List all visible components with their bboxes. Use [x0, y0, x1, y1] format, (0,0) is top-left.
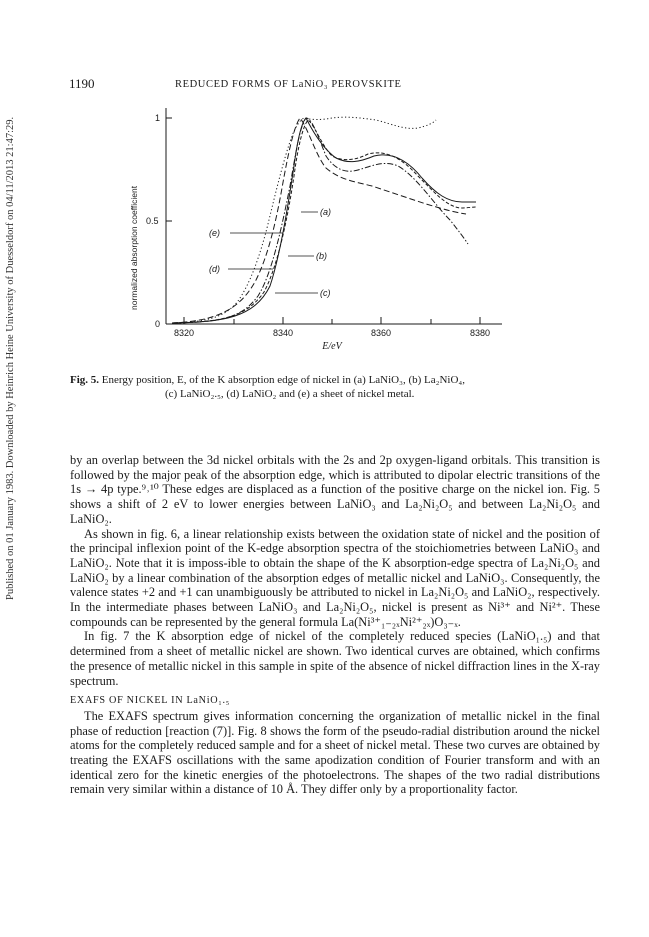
x-tick-8340: 8340 — [272, 328, 294, 338]
download-notice: Published on 01 January 1983. Downloaded by Heinrich Heine University of Duesseldorf on 04/11/2013 21:47:29. — [5, 116, 16, 600]
page-number: 1190 — [69, 76, 95, 91]
curve-label-c: (c) — [320, 288, 331, 298]
body-text — [70, 453, 600, 797]
label-leaders — [228, 212, 318, 293]
section-paragraph: The EXAFS spectrum gives information concerning the organization of metallic nickel in the final phase of reduction [reaction (7)]. Fig. 8 shows the form of the pseudo-radial distribution around the nickel atoms for the completely reduced sample and for a sheet of nickel metal. These two curves are obtained by treating the EXAFS oscillations with the same apodization condition of Fourier transform and with an identical zero for the kinetic energies of the photoelectrons. The shapes of the two radial distributions remain very similar within a distance of 10 Å. They differ only by a proportionality factor. — [70, 708, 600, 797]
curve-d-lanio2 — [172, 118, 466, 323]
curve-label-b: (b) — [316, 251, 327, 261]
figure-caption — [70, 373, 600, 401]
y-tick-0: 0 — [155, 319, 161, 329]
y-tick-1: 1 — [155, 113, 161, 123]
figure-axes — [166, 108, 502, 324]
caption-line-2: (c) LaNiO₂.₅, (d) LaNiO₂ and (e) a sheet of nickel metal. — [165, 388, 415, 400]
curve-label-d: (d) — [209, 264, 220, 274]
x-tick-8320: 8320 — [173, 328, 195, 338]
caption-label: Fig. 5. — [70, 374, 100, 386]
y-axis-label: normalized absorption coefficient — [129, 185, 139, 310]
curve-label-a: (a) — [320, 207, 331, 217]
figure-5 — [100, 96, 520, 366]
paragraph-2: As shown in fig. 6, a linear relationship exists between the oxidation state of nickel and the position of the principal inflexion point of the K-edge absorption spectra of the stoichiometries between LaNiO₃ and LaNiO₂. Note that it is imposs-ible to obtain the shape of the K absorption-edge spectra of La₂Ni₂O₅ and LaNiO₂ by a linear combination of the absorption edges of metallic nickel and LaNiO₃. Consequently, the valence states +2 and +1 can unambiguously be attributed to nickel in La₂Ni₂O₅ and LaNiO₂, respectively. In the intermediate phases between LaNiO₃ and La₂Ni₂O₅, nickel is present as Ni³⁺ and Ni²⁺. These compounds can be represented by the general formula La(Ni³⁺₁₋₂ₓNi²⁺₂ₓ)O₃₋ₓ. — [70, 526, 600, 629]
paragraph-1: by an overlap between the 3d nickel orbitals with the 2s and 2p oxygen-ligand orbitals. This transition is followed by the major peak of the absorption edge, which is attributed to dipolar electric transitions of the 1s → 4p type.⁹˒¹⁰ These edges are displaced as a function of the positive charge on the nickel ion. Fig. 5 shows a shift of 2 eV to lower energies between LaNiO₃ and La₂Ni₂O₅ and between La₂Ni₂O₅ and LaNiO₂. — [70, 453, 600, 526]
curve-label-e: (e) — [209, 228, 220, 238]
x-tick-8360: 8360 — [370, 328, 392, 338]
running-title: REDUCED FORMS OF LaNiO₃ PEROVSKITE — [175, 79, 402, 90]
x-tick-8380: 8380 — [469, 328, 491, 338]
section-heading: EXAFS OF NICKEL IN LaNiO₁.₅ — [70, 695, 231, 707]
y-tick-0.5: 0.5 — [146, 216, 159, 226]
curve-e-nickel — [172, 117, 436, 323]
paragraph-3: In fig. 7 the K absorption edge of nickel of the completely reduced species (LaNiO₁.₅) and that determined from a sheet of metallic nickel are shown. Two identical curves are obtained, which confirms the presence of metallic nickel in this sample in spite of the absence of nickel diffraction lines in the X-ray spectrum. — [70, 629, 600, 688]
x-axis-label: E/eV — [322, 341, 342, 352]
caption-line-1: Energy position, E, of the K absorption edge of nickel in (a) LaNiO₃, (b) La₂NiO₄, — [99, 374, 465, 386]
